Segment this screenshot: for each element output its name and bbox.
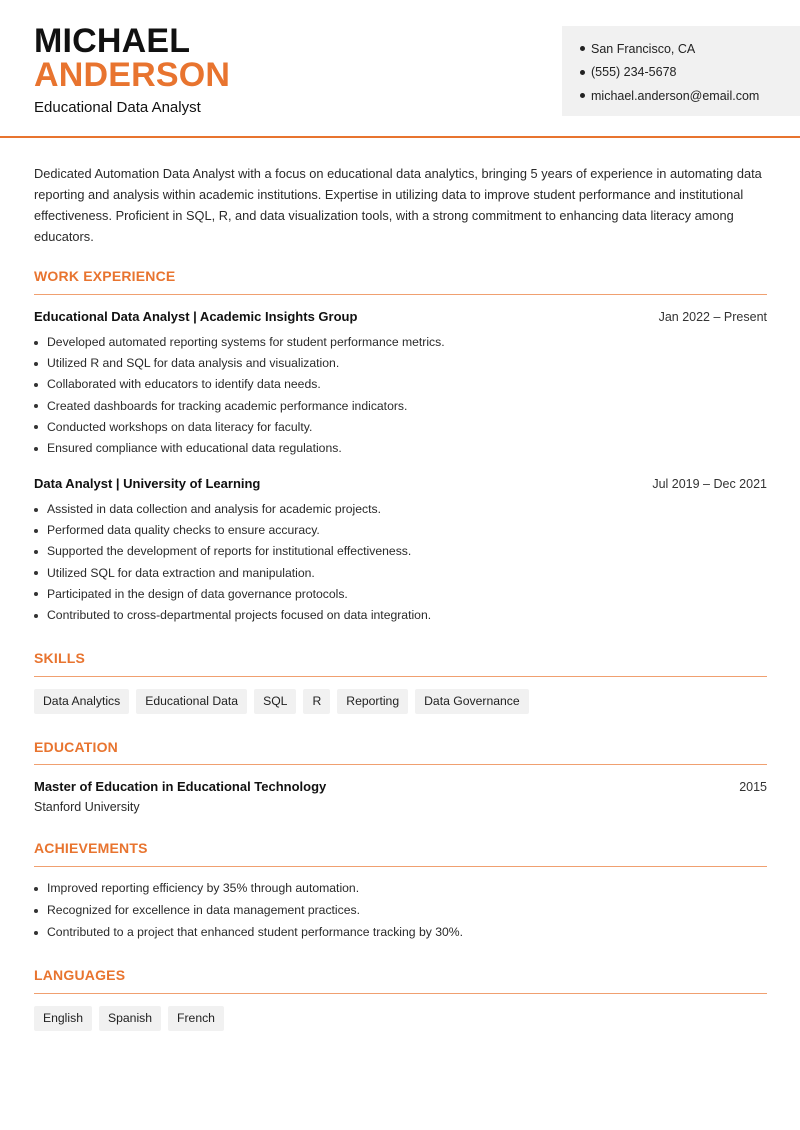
list-item xyxy=(34,417,767,438)
first-name: MICHAEL xyxy=(34,22,191,60)
job-dates: Jan 2022 – Present xyxy=(658,310,767,324)
bullet-icon xyxy=(34,508,38,512)
job-header xyxy=(34,476,767,491)
bullet-icon xyxy=(34,931,38,935)
bullet-text: Created dashboards for tracking academic performance indicators. xyxy=(47,398,408,413)
contact-box xyxy=(562,26,800,116)
graduation-year: 2015 xyxy=(739,780,767,794)
school-name: Stanford University xyxy=(34,800,140,814)
list-item xyxy=(34,899,767,922)
bullet-text: Performed data quality checks to ensure accuracy. xyxy=(47,523,320,538)
contact-email xyxy=(580,84,800,108)
bullet-text: Ensured compliance with educational data regulations. xyxy=(47,440,342,455)
bullet-text: Contributed to cross-departmental projects focused on data integration. xyxy=(47,607,432,622)
skill-tag: Data Analytics xyxy=(34,689,129,714)
skill-tag: R xyxy=(303,689,330,714)
list-item xyxy=(34,353,767,374)
bullet-icon xyxy=(34,592,38,596)
bullet-text: Utilized SQL for data extraction and manipulation. xyxy=(47,565,315,580)
location-text: San Francisco, CA xyxy=(591,41,696,56)
job-bullets xyxy=(34,499,767,626)
bullet-text: Utilized R and SQL for data analysis and visualization. xyxy=(47,356,340,371)
list-item xyxy=(34,332,767,353)
list-item xyxy=(34,922,767,943)
list-item xyxy=(34,878,767,899)
list-item xyxy=(34,605,767,626)
list-item xyxy=(34,438,767,459)
section-title-languages: LANGUAGES xyxy=(34,967,126,983)
bullet-text: Collaborated with educators to identify data needs. xyxy=(47,377,321,392)
section-divider xyxy=(34,866,767,867)
languages-list xyxy=(34,1006,224,1031)
bullet-icon xyxy=(580,70,585,75)
bullet-text: Participated in the design of data governance protocols. xyxy=(47,586,348,601)
bullet-icon xyxy=(34,362,38,366)
section-divider xyxy=(34,676,767,677)
skills-list xyxy=(34,689,529,714)
list-item xyxy=(34,541,767,562)
bullet-text: Assisted in data collection and analysis for academic projects. xyxy=(47,502,381,516)
bullet-icon xyxy=(34,447,38,451)
bullet-icon xyxy=(34,614,38,618)
bullet-icon xyxy=(34,887,38,891)
skill-tag: Educational Data xyxy=(136,689,247,714)
resume-header xyxy=(0,0,800,138)
bullet-text: Supported the development of reports for institutional effectiveness. xyxy=(47,544,412,559)
bullet-text: Contributed to a project that enhanced student performance tracking by 30%. xyxy=(47,925,463,940)
email-text: michael.anderson@email.com xyxy=(591,88,760,103)
bullet-icon xyxy=(34,909,38,913)
language-tag: Spanish xyxy=(99,1006,161,1031)
bullet-icon xyxy=(580,93,585,98)
list-item xyxy=(34,396,767,417)
language-tag: French xyxy=(168,1006,224,1031)
bullet-icon xyxy=(34,571,38,575)
section-title-education: EDUCATION xyxy=(34,739,118,755)
education-header xyxy=(34,779,767,794)
bullet-icon xyxy=(580,46,585,51)
skill-tag: SQL xyxy=(254,689,296,714)
list-item xyxy=(34,499,767,520)
job-role: Educational Data Analyst | Academic Insights Group xyxy=(34,309,358,324)
list-item xyxy=(34,584,767,605)
list-item xyxy=(34,563,767,584)
section-title-skills: SKILLS xyxy=(34,650,85,666)
bullet-icon xyxy=(34,383,38,387)
skill-tag: Data Governance xyxy=(415,689,529,714)
achievements-list xyxy=(34,878,767,943)
section-divider xyxy=(34,294,767,295)
last-name: ANDERSON xyxy=(34,56,231,94)
contact-location xyxy=(580,37,800,61)
section-title-achievements: ACHIEVEMENTS xyxy=(34,840,148,856)
section-title-work: WORK EXPERIENCE xyxy=(34,268,176,284)
job-dates: Jul 2019 – Dec 2021 xyxy=(652,477,767,491)
summary-paragraph: Dedicated Automation Data Analyst with a focus on educational data analytics, bringing 5 years of experience in automating data reporting and analysis within academic institutions. Expertise in utilizing data to improve student performance and institutional effectiveness. Proficient in SQL, R, and data visualization tools, with a strong commitment to enhancing data literacy among educators. xyxy=(34,166,762,244)
job-title: Educational Data Analyst xyxy=(34,99,201,116)
bullet-icon xyxy=(34,550,38,554)
degree: Master of Education in Educational Technology xyxy=(34,779,327,794)
section-divider xyxy=(34,764,767,765)
bullet-text: Conducted workshops on data literacy for faculty. xyxy=(47,419,313,434)
bullet-icon xyxy=(34,529,38,533)
bullet-icon xyxy=(34,404,38,408)
bullet-text: Recognized for excellence in data management practices. xyxy=(47,903,360,918)
list-item xyxy=(34,520,767,541)
bullet-text: Improved reporting efficiency by 35% through automation. xyxy=(47,881,360,895)
section-divider xyxy=(34,993,767,994)
bullet-icon xyxy=(34,341,38,345)
language-tag: English xyxy=(34,1006,92,1031)
list-item xyxy=(34,374,767,395)
job-header xyxy=(34,309,767,324)
bullet-text: Developed automated reporting systems for student performance metrics. xyxy=(47,335,445,349)
job-bullets xyxy=(34,332,767,459)
bullet-icon xyxy=(34,425,38,429)
job-role: Data Analyst | University of Learning xyxy=(34,476,261,491)
contact-phone xyxy=(580,61,800,85)
skill-tag: Reporting xyxy=(337,689,408,714)
phone-text: (555) 234-5678 xyxy=(591,65,677,80)
